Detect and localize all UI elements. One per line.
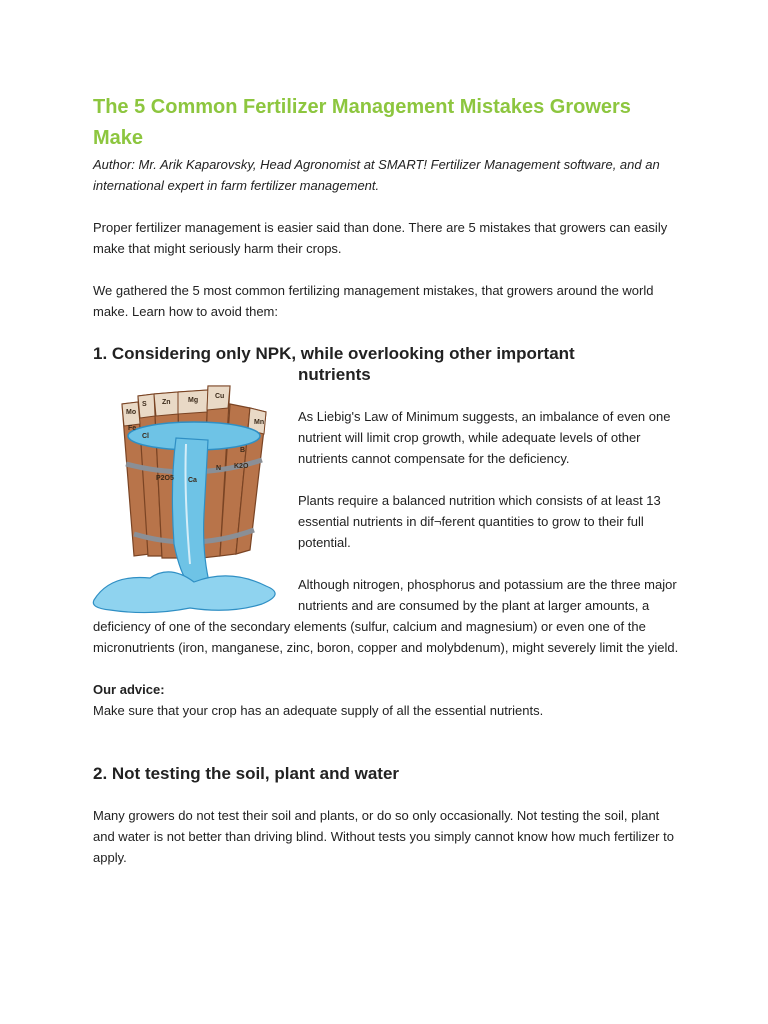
label-s: S <box>142 401 147 408</box>
barrel-illustration-svg <box>90 364 290 616</box>
intro-paragraph-2: We gathered the 5 most common fertilizing management mistakes, that growers around the world make. Learn how to avoid them: <box>93 283 654 319</box>
label-cl: Cl <box>142 433 149 440</box>
label-cu: Cu <box>215 393 225 400</box>
water-splash <box>93 572 275 613</box>
section-1-heading-line2: nutrients <box>298 365 371 384</box>
intro-paragraph-1: Proper fertilizer management is easier said than done. There are 5 mistakes that growers can easily make that might seriously harm their crops. <box>93 220 668 256</box>
liebig-barrel-illustration <box>90 364 290 616</box>
label-mn: Mn <box>254 419 265 426</box>
article <box>93 92 683 868</box>
advice-label: Our advice: <box>93 682 165 697</box>
label-n: N <box>216 465 222 472</box>
label-zn: Zn <box>162 399 171 406</box>
section-1-paragraph-1: As Liebig's Law of Minimum suggests, an imbalance of even one nutrient will limit crop growth, while adequate levels of other nutrients cannot compensate for the deficiency. <box>298 409 671 466</box>
water-stream <box>172 438 210 586</box>
label-fe: Fe <box>128 425 137 432</box>
label-mo: Mo <box>126 409 137 416</box>
label-p2o5: P2O5 <box>156 475 174 482</box>
label-mg: Mg <box>188 397 199 404</box>
label-k2o: K2O <box>234 463 249 470</box>
section-1-heading-line1: 1. Considering only NPK, while overlooking other important <box>93 344 575 363</box>
article-title: The 5 Common Fertilizer Management Mistakes Growers Make <box>93 96 631 149</box>
section-2-paragraph-1: Many growers do not test their soil and plants, or do so only occasionally. Not testing the soil, plant and water is not better than driving blind. Without tests you simply cannot know how much fertilizer to apply. <box>93 808 674 865</box>
section-1-paragraph-3: Although nitrogen, phosphorus and potassium are the three major nutrients and are consumed by the plant at larger amounts, a deficiency of one of the secondary elements (sulfur, calcium and magnesium) or even one of the micronutrients (iron, manganese, zinc, boron, copper and molybdenum), might severely limit the yield. <box>93 577 679 655</box>
section-2-heading: 2. Not testing the soil, plant and water <box>93 764 400 783</box>
article-author: Author: Mr. Arik Kaparovsky, Head Agronomist at SMART! Fertilizer Management software, and an international expert in farm fertilizer management. <box>93 157 660 193</box>
section-1-heading <box>93 343 683 364</box>
advice-text: Make sure that your crop has an adequate supply of all the essential nutrients. <box>93 703 544 718</box>
label-b: B <box>240 447 246 454</box>
section-1-paragraph-2: Plants require a balanced nutrition which consists of at least 13 essential nutrients in dif¬ferent quantities to grow to their full potential. <box>298 493 661 550</box>
label-ca: Ca <box>188 477 197 484</box>
